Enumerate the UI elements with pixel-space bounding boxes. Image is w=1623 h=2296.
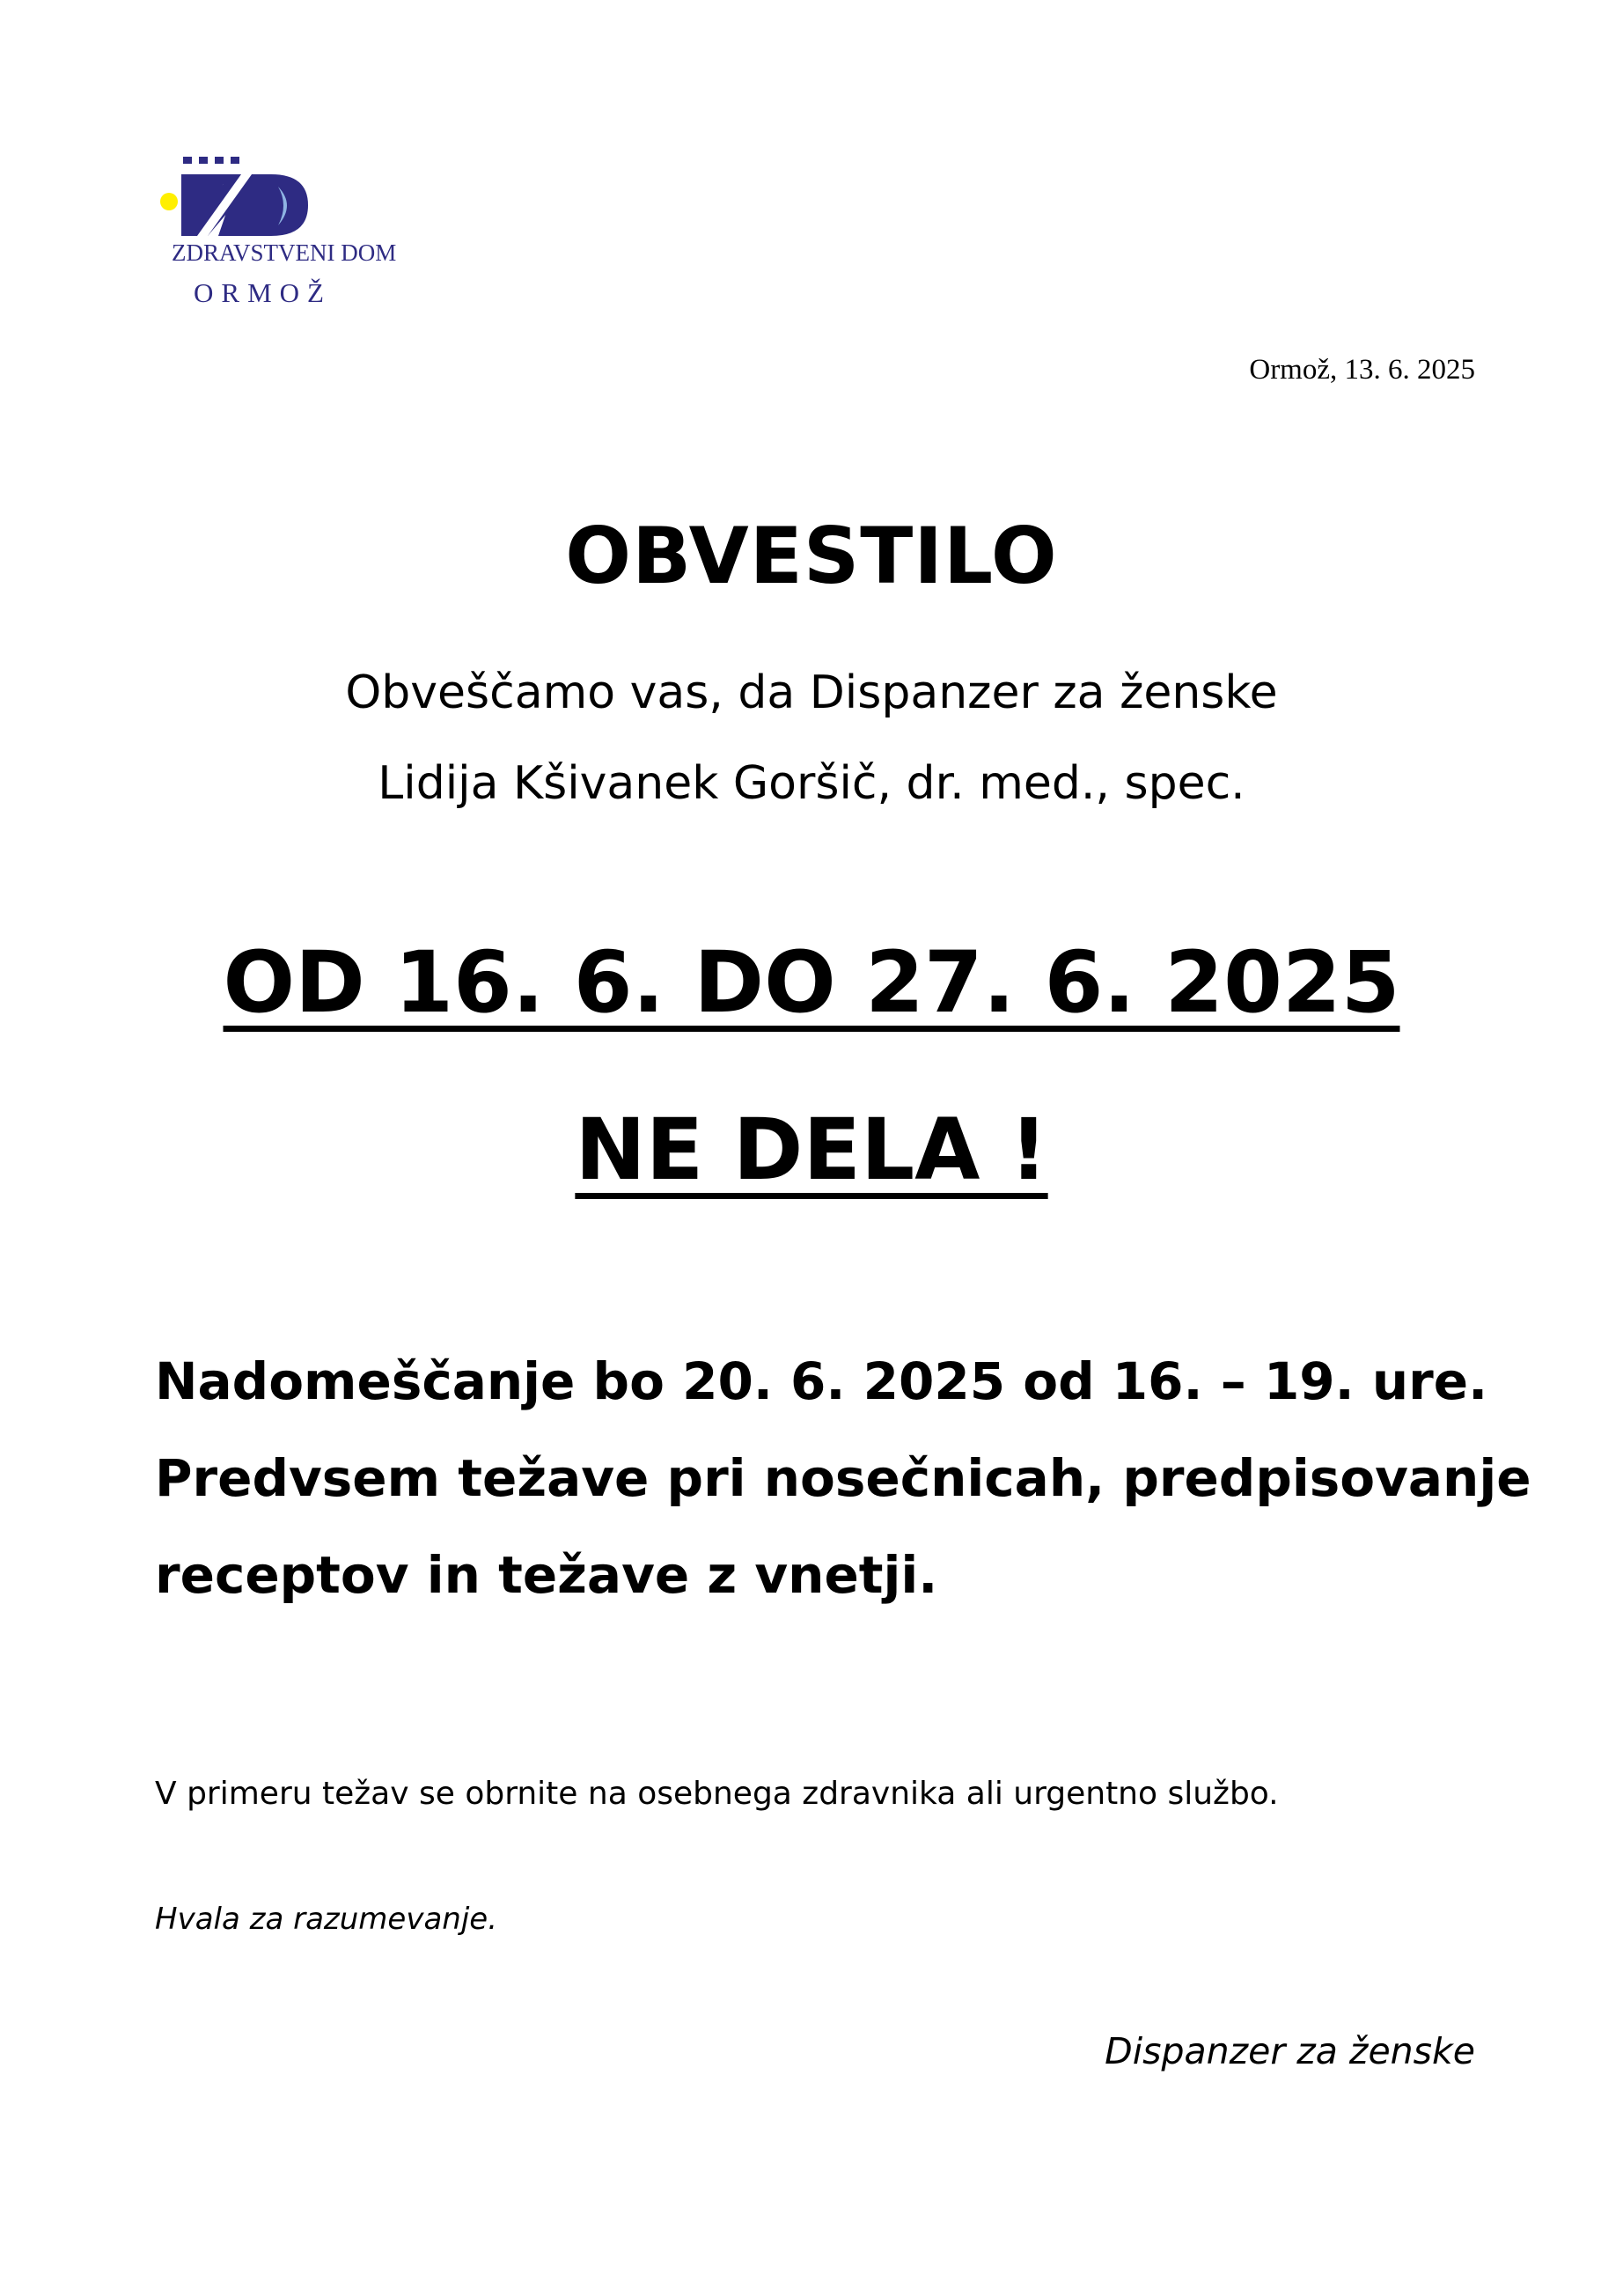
substitution-line-3: receptov in težave z vnetji. [155, 1545, 938, 1605]
substitution-line-2: Predvsem težave pri nosečnicah, predpisovanje [155, 1448, 1531, 1508]
closure-period: OD 16. 6. DO 27. 6. 2025 [223, 933, 1400, 1032]
thanks-text: Hvala za razumevanje. [155, 1902, 498, 1937]
notice-title: OBVESTILO [565, 511, 1058, 601]
closed-notice: NE DELA ! [575, 1100, 1048, 1199]
advice-text: V primeru težav se obrnite na osebnega zdravnika ali urgentno službo. [155, 1776, 1279, 1812]
document-date: Ormož, 13. 6. 2025 [1249, 354, 1475, 386]
logo-text-name: ZDRAVSTVENI DOM [172, 239, 397, 266]
intro-line-2: Lidija Kšivanek Goršič, dr. med., spec. [378, 757, 1245, 810]
substitution-line-1: Nadomeščanje bo 20. 6. 2025 od 16. – 19. ure. [155, 1351, 1488, 1411]
zd-logo-mark-icon [155, 155, 349, 243]
intro-line-1: Obveščamo vas, da Dispanzer za ženske [345, 666, 1278, 719]
logo-text-town: ORMOŽ [194, 277, 332, 308]
signature: Dispanzer za ženske [1105, 2030, 1475, 2072]
